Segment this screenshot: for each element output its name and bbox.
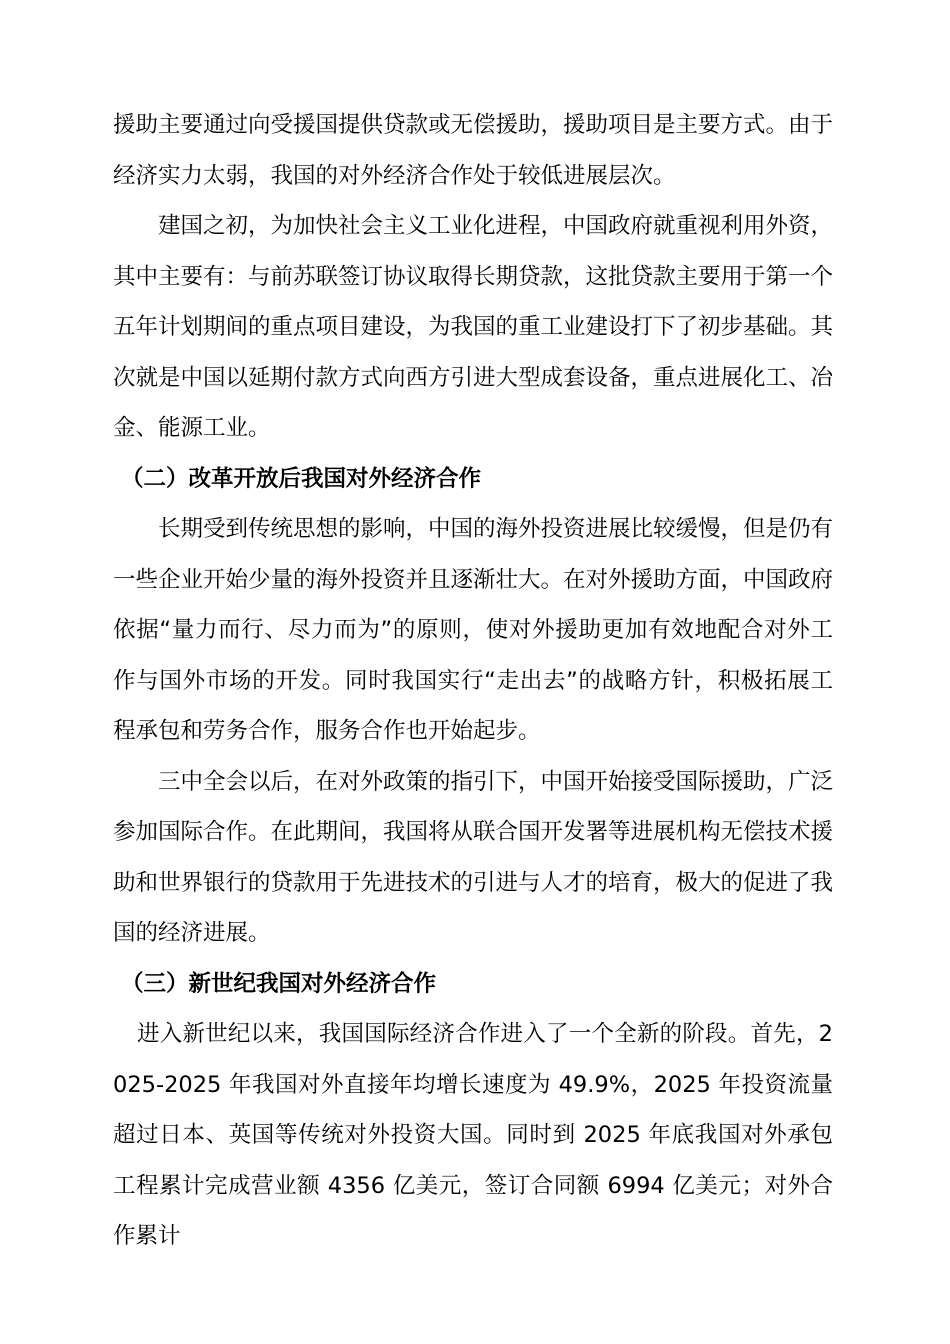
document-body bbox=[113, 100, 833, 1262]
paragraph-new-century-stats: 进入新世纪以来，我国国际经济合作进入了一个全新的阶段。首先，2025-2025 年我国对外直接年均增长速度为 49.9%，2025 年投资流量超过日本、英国等传统对外投资大国。同时到 2025 年底我国对外承包工程累计完成营业额 4356 亿美元，签订合同额 6994 亿美元；对外合作累计 bbox=[113, 1021, 833, 1249]
section-heading-reform-era: （二）改革开放后我国对外经济合作 bbox=[121, 465, 482, 492]
section-heading-new-century: （三）新世纪我国对外经济合作 bbox=[121, 970, 437, 997]
paragraph-international-cooperation: 三中全会以后，在对外政策的指引下，中国开始接受国际援助，广泛参加国际合作。在此期间，我国将从联合国开发署等进展机构无偿技术援助和世界银行的贷款用于先进技术的引进与人才的培育，极大的促进了我国的经济进展。 bbox=[113, 768, 834, 946]
paragraph-aid-methods: 援助主要通过向受援国提供贷款或无偿援助，援助项目是主要方式。由于经济实力太弱，我国的对外经济合作处于较低进展层次。 bbox=[113, 112, 834, 189]
paragraph-overseas-investment: 长期受到传统思想的影响，中国的海外投资进展比较缓慢，但是仍有一些企业开始少量的海外投资并且逐渐壮大。在对外援助方面，中国政府依据“量力而行、尽力而为”的原则，使对外援助更加有效地配合对外工作与国外市场的开发。同时我国实行“走出去”的战略方针，积极拓展工程承包和劳务合作，服务合作也开始起步。 bbox=[113, 516, 834, 744]
paragraph-early-foreign-capital: 建国之初，为加快社会主义工业化进程，中国政府就重视利用外资，其中主要有：与前苏联签订协议取得长期贷款，这批贷款主要用于第一个五年计划期间的重点项目建设，为我国的重工业建设打下了初步基础。其次就是中国以延期付款方式向西方引进大型成套设备，重点进展化工、冶金、能源工业。 bbox=[113, 213, 834, 441]
